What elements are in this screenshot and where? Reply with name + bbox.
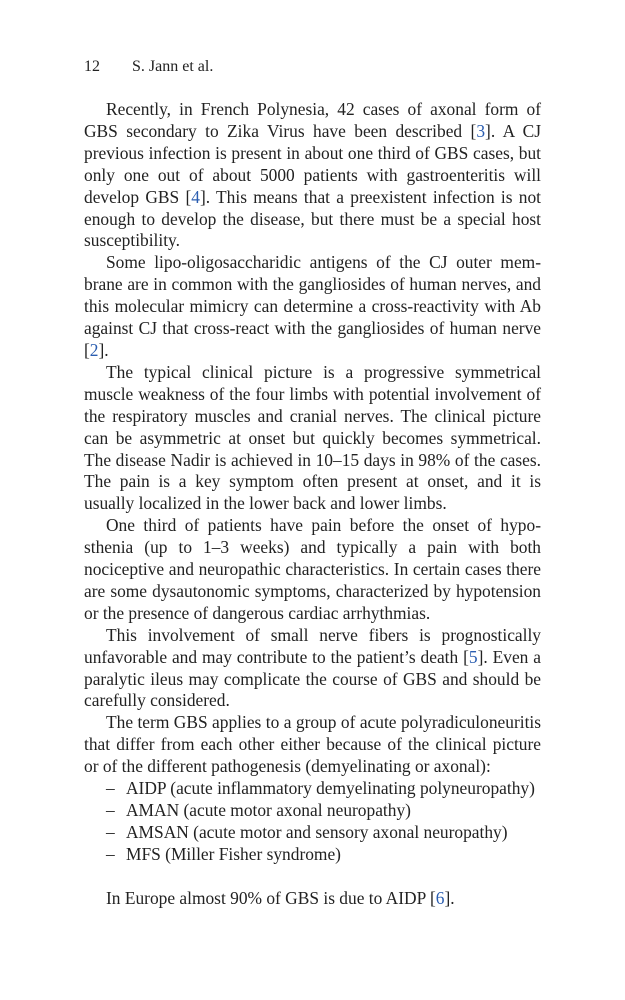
running-head: S. Jann et al. xyxy=(132,58,214,75)
gbs-subtype-list xyxy=(84,778,541,866)
text-run: The term GBS applies to a group of acute polyradiculoneuritis that differ from each other either because of the clinical picture or of the different pathogenesis (demyelinating or axonal): xyxy=(84,712,541,777)
list-item-text: AIDP (acute inflammatory demyelinating polyneuropathy) xyxy=(126,778,535,799)
bracket-open: [ xyxy=(429,887,436,908)
paragraph-molecular-mimicry xyxy=(84,252,541,362)
bracket-close: ] xyxy=(98,339,105,360)
citation-link-5[interactable]: 5 xyxy=(468,646,478,667)
bracket-open: [ xyxy=(84,339,90,360)
text-run: The typical clinical picture is a progressive symmetrical muscle weakness of the four limbs with potential involvement of the respiratory muscles and cranial nerves. The clinical picture can be asymmetric at onset but quickly becomes symmetrical. The disease Nadir is achieved in 10–15 days in 98% of the cases. The pain is a key symptom often present at onset, and it is usually localized in the lower back and lower limbs. xyxy=(84,361,541,514)
paragraph-small-fibers xyxy=(84,625,541,713)
paragraph-gbs-term xyxy=(84,712,541,778)
page-number: 12 xyxy=(84,58,100,75)
text-run: . This means that a preexistent infection is not enough to develop the disease, but there must be a special host susceptibility. xyxy=(84,186,542,251)
list-item-text: MFS (Miller Fisher syndrome) xyxy=(126,843,341,864)
list-dash: – xyxy=(106,800,115,820)
list-item xyxy=(84,800,541,822)
bracket-open: [ xyxy=(470,120,477,141)
paragraph-zika xyxy=(84,99,541,252)
bracket-open: [ xyxy=(185,186,192,207)
list-item xyxy=(84,822,541,844)
page-header xyxy=(84,57,213,77)
text-run: . Even a paralytic ileus may complicate the course of GBS and should be carefully considered. xyxy=(84,646,541,711)
text-run: One third of patients have pain before the onset of hyposthenia (up to 1–3 weeks) and typically a pain with both nociceptive and neuropathic characteristics. In certain cases there are some dysautonomic symptoms, characterized by hypotension or the presence of dangerous cardiac arrhythmias. xyxy=(84,515,541,623)
text-run: . A CJ previous infection is present in about one third of GBS cases, but only one out of about 5000 patients with gastroenteritis will develop GBS xyxy=(84,120,541,207)
text-run: . xyxy=(104,339,109,360)
list-dash: – xyxy=(106,778,115,799)
bracket-open: [ xyxy=(463,646,469,667)
bracket-close: ] xyxy=(199,186,206,207)
list-dash: – xyxy=(106,821,115,842)
body-text xyxy=(84,99,541,910)
list-item-text: AMSAN (acute motor and sensory axonal neuropathy) xyxy=(126,821,508,842)
bracket-close: ] xyxy=(444,887,451,908)
text-run: In Europe almost 90% of GBS is due to AIDP xyxy=(106,887,430,908)
list-item xyxy=(84,844,541,866)
list-item xyxy=(84,778,541,800)
text-run: This involvement of small nerve fibers is prognostically unfavorable and may contribute to the patient’s death xyxy=(84,624,541,667)
citation-link-6[interactable]: 6 xyxy=(435,887,445,908)
bracket-close: ] xyxy=(485,120,491,141)
text-run: . xyxy=(450,887,455,908)
paragraph-europe-aidp xyxy=(84,888,541,910)
paragraph-gap xyxy=(84,866,541,888)
citation-link-4[interactable]: 4 xyxy=(191,186,200,207)
list-dash: – xyxy=(106,843,115,864)
citation-link-3[interactable]: 3 xyxy=(476,120,486,141)
list-item-text: AMAN (acute motor axonal neuropathy) xyxy=(126,800,411,820)
citation-link-2[interactable]: 2 xyxy=(89,339,99,360)
bracket-close: ] xyxy=(477,646,484,667)
paragraph-pain-onset xyxy=(84,515,541,625)
text-run: Recently, in French Polynesia, 42 cases of axonal form of GBS secondary to Zika Virus have been described xyxy=(84,99,541,141)
text-run: Some lipo-oligosaccharidic antigens of the CJ outer membrane are in common with the gangliosides of human nerves, and this molecular mimicry can determine a cross-reactivity with Ab against CJ that cross-react with the gangliosides of human nerve xyxy=(84,252,541,339)
paragraph-clinical-picture xyxy=(84,362,541,515)
